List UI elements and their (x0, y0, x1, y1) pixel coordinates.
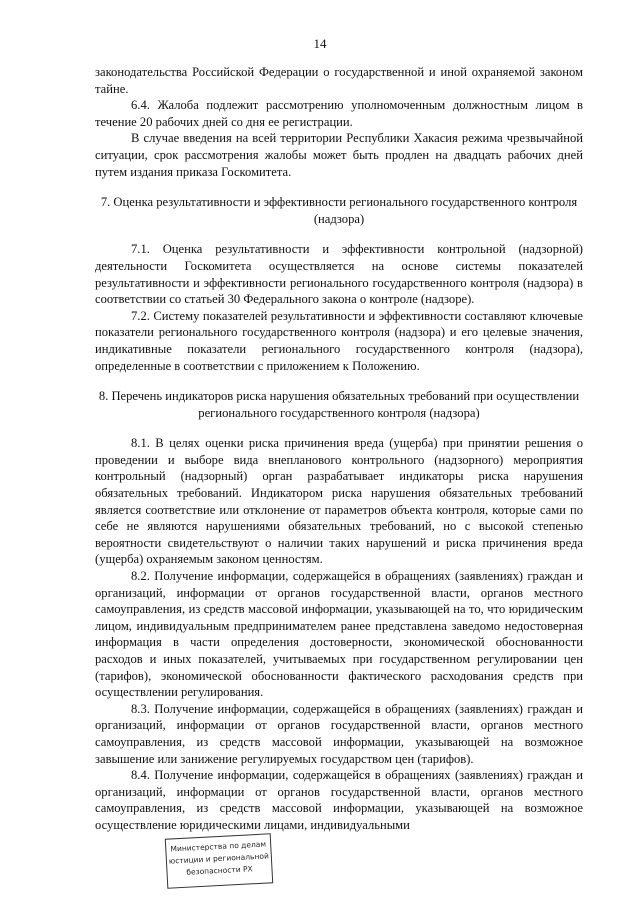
paragraph-8-2: 8.2. Получение информации, содержащейся в обращениях (заявлениях) граждан и организаций, информации от органов государственной власти, органов местного самоуправления, из средств массовой информации, указывающей на то, что юридическим лицом, индивидуальным предпринимателем ранее представлена заведомо недостоверная информация в части определения достоверности, экономической обоснованности расходов и иных показателей, учитываемых при государственном регулировании цен (тарифов), экономической обоснованности фактического расходования средств при осуществлении регулирования. (95, 569, 583, 700)
paragraph-7-1: 7.1. Оценка результативности и эффективности контрольной (надзорной) деятельности Госкомитета осуществляется на основе системы показателей результативности и эффективности регионального государственного контроля (надзора) в соответствии со статьей 30 Федерального закона о контроле (надзоре). (95, 242, 583, 307)
paragraph-8-4: 8.4. Получение информации, содержащейся в обращениях (заявлениях) граждан и организаций, информации от органов государственной власти, органов местного самоуправления, из средств массовой информации, указывающей на возможное осуществление юридическими лицами, индивидуальными (95, 768, 583, 832)
paragraph-8-3: 8.3. Получение информации, содержащейся в обращениях (заявлениях) граждан и организаций, информации от органов государственной власти, органов местного самоуправления, из средств массовой информации, указывающей на возможное завышение или занижение регулируемых государством цен (тарифов). (95, 701, 583, 766)
paragraph-7-2: 7.2. Систему показателей результативности и эффективности составляют ключевые показатели регионального государственного контроля (надзора) и его целевые значения, индикативные показатели регионального государственного контроля (надзора), определенные в соответствии с приложением к Положению. (95, 308, 583, 373)
ministry-stamp (165, 833, 273, 888)
paragraph-law-continuation: законодательства Российской Федерации о государственной и иной охраняемой законом тайне. (95, 65, 583, 96)
paragraph-6-4: 6.4. Жалоба подлежит рассмотрению уполномоченным должностным лицом в течение 20 рабочих дней со дня ее регистрации. (95, 98, 583, 129)
document-body (95, 64, 583, 834)
stamp-line: безопасности РХ (186, 864, 253, 877)
page-number: 14 (313, 36, 327, 51)
section-7-heading: 7. Оценка результативности и эффективности регионального государственного контроля (надзора) (100, 195, 578, 226)
stamp-line: Министерства по делам (170, 839, 267, 854)
paragraph-emergency: В случае введения на всей территории Республики Хакасия режима чрезвычайной ситуации, срок рассмотрения жалобы может быть продлен на двадцать рабочих дней путем издания приказа Госкомитета. (95, 131, 583, 179)
section-8-heading: 8. Перечень индикаторов риска нарушения обязательных требований при осуществлении регионального государственного контроля (надзора) (98, 389, 580, 420)
paragraph-8-1: 8.1. В целях оценки риска причинения вреда (ущерба) при принятии решения о проведении и выборе вида внепланового контрольного (надзорного) мероприятия контрольный (надзорный) орган разрабатывает индикаторы риска нарушения обязательных требований. Индикатором риска нарушения обязательных требований является соответствие или отклонение от параметров объекта контроля, которые сами по себе не являются нарушениями обязательных требований, но с высокой степенью вероятности свидетельствуют о наличии таких нарушений и риска причинения вреда (ущерба) охраняемым законом ценностям. (95, 436, 583, 567)
stamp-line: юстиции и региональной (168, 851, 270, 866)
